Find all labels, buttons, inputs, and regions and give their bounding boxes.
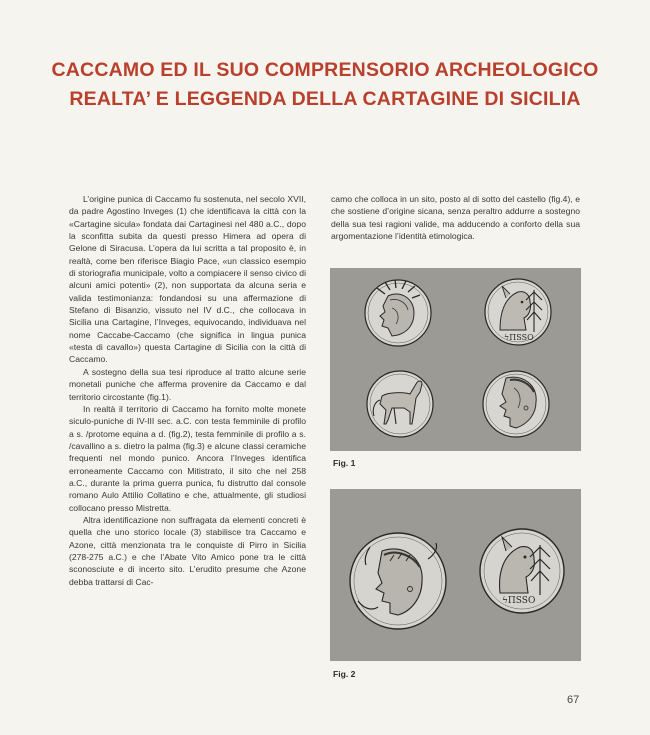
figure-1-plate (330, 268, 581, 451)
fig1-coins-drawing (330, 268, 581, 451)
paragraph: A sostegno della sua tesi riproduce al tratto alcune serie monetali puniche che afferma provenire da Caccamo e dal territorio circostante (fig.1). (69, 366, 306, 402)
page-number: 67 (567, 694, 580, 706)
title-line-2: REALTA’ E LEGGENDA DELLA CARTAGINE DI SICILIA (69, 88, 581, 110)
left-text-column (69, 193, 306, 588)
svg-text:ϟΠSSO: ϟΠSSO (502, 596, 536, 606)
right-text-column (331, 193, 580, 242)
figure-2-caption: Fig. 2 (333, 669, 356, 679)
figure-2-plate (330, 489, 581, 661)
figure-1-caption: Fig. 1 (333, 458, 356, 468)
svg-text:ϟΠSSO: ϟΠSSO (504, 333, 534, 342)
coin-horse-protome-palm-icon (480, 529, 564, 613)
coin-standing-horse-icon (367, 371, 433, 437)
paragraph: Altra identificazione non suffragata da elementi concreti è quella che uno storico locale (3) stabilisce tra Caccamo e Azone, città menzionata tra le conquiste di Pirro in Sicilia (278-275 a.C.) e che l’Abate Vito Amico pone tra le città sconosciute e di incerto sito. L’erudito presume che Azone debba trattarsi di Cac- (69, 514, 306, 587)
coin-female-head-icon (483, 371, 549, 437)
coin-female-head-dolphins-icon (350, 533, 446, 629)
title-line-1: CACCAMO ED IL SUO COMPRENSORIO ARCHEOLOGICO (51, 59, 599, 81)
paragraph: In realtà il territorio di Caccamo ha fornito molte monete siculo-puniche di IV-III sec. a.C. con testa femminile di profilo a s. /protome equina a d. (fig.2), testa femminile di profilo a s. /cavallino a s. dietro la palma (fig.3) e alcune classi ceramiche frequenti nel mondo punico. Ancora l’Inveges identifica erroneamente Caccamo con Mitistrato, il sito che nel 258 a.C., durante la prima guerra punica, fu distrutto dal console romano Aulo Attilio Collatino e che, attualmente, gli studiosi collocano presso Mistretta. (69, 403, 306, 513)
fig2-coins-drawing (330, 489, 581, 661)
article-title (0, 56, 650, 114)
coin-radiate-head-icon (365, 280, 431, 346)
coin-horse-head-icon (485, 279, 551, 345)
paragraph: L’origine punica di Caccamo fu sostenuta, nel secolo XVII, da padre Agostino Inveges (1) che identificava la città con la «Cartagine sicula» fondata dai Cartaginesi nel 480 a.C., dopo la sconfitta subita da questi presso Himera ad opera di Gelone di Siracusa. L’opera da lui scritta a tal proposito è, in realtà, come ben riferisce Biagio Pace, «un classico esempio di storiografia municipale, volto a compiacere il senso civico di alcuni amici potenti» (2), non supportata da alcuna seria e valida testimonianza: fondandosi su una affermazione di Stefano di Bisanzio, vissuto nel IV d.C., che collocava in Sicilia una Cartagine, l’Inveges, equivocando, individuava nel nome Caccabe-Caccamo (che significa in lingua punica «testa di cavallo») questa Cartagine di Sicilia con la città di Caccamo. (69, 194, 306, 365)
paragraph: camo che colloca in un sito, posto al di sotto del castello (fig.4), e che sostiene d’origine sicana, senza peraltro addurre a sostegno della sua tesi ragioni valide, ma adducendo a conforto della sua argomentazione l’identità etimologica. (331, 194, 580, 242)
